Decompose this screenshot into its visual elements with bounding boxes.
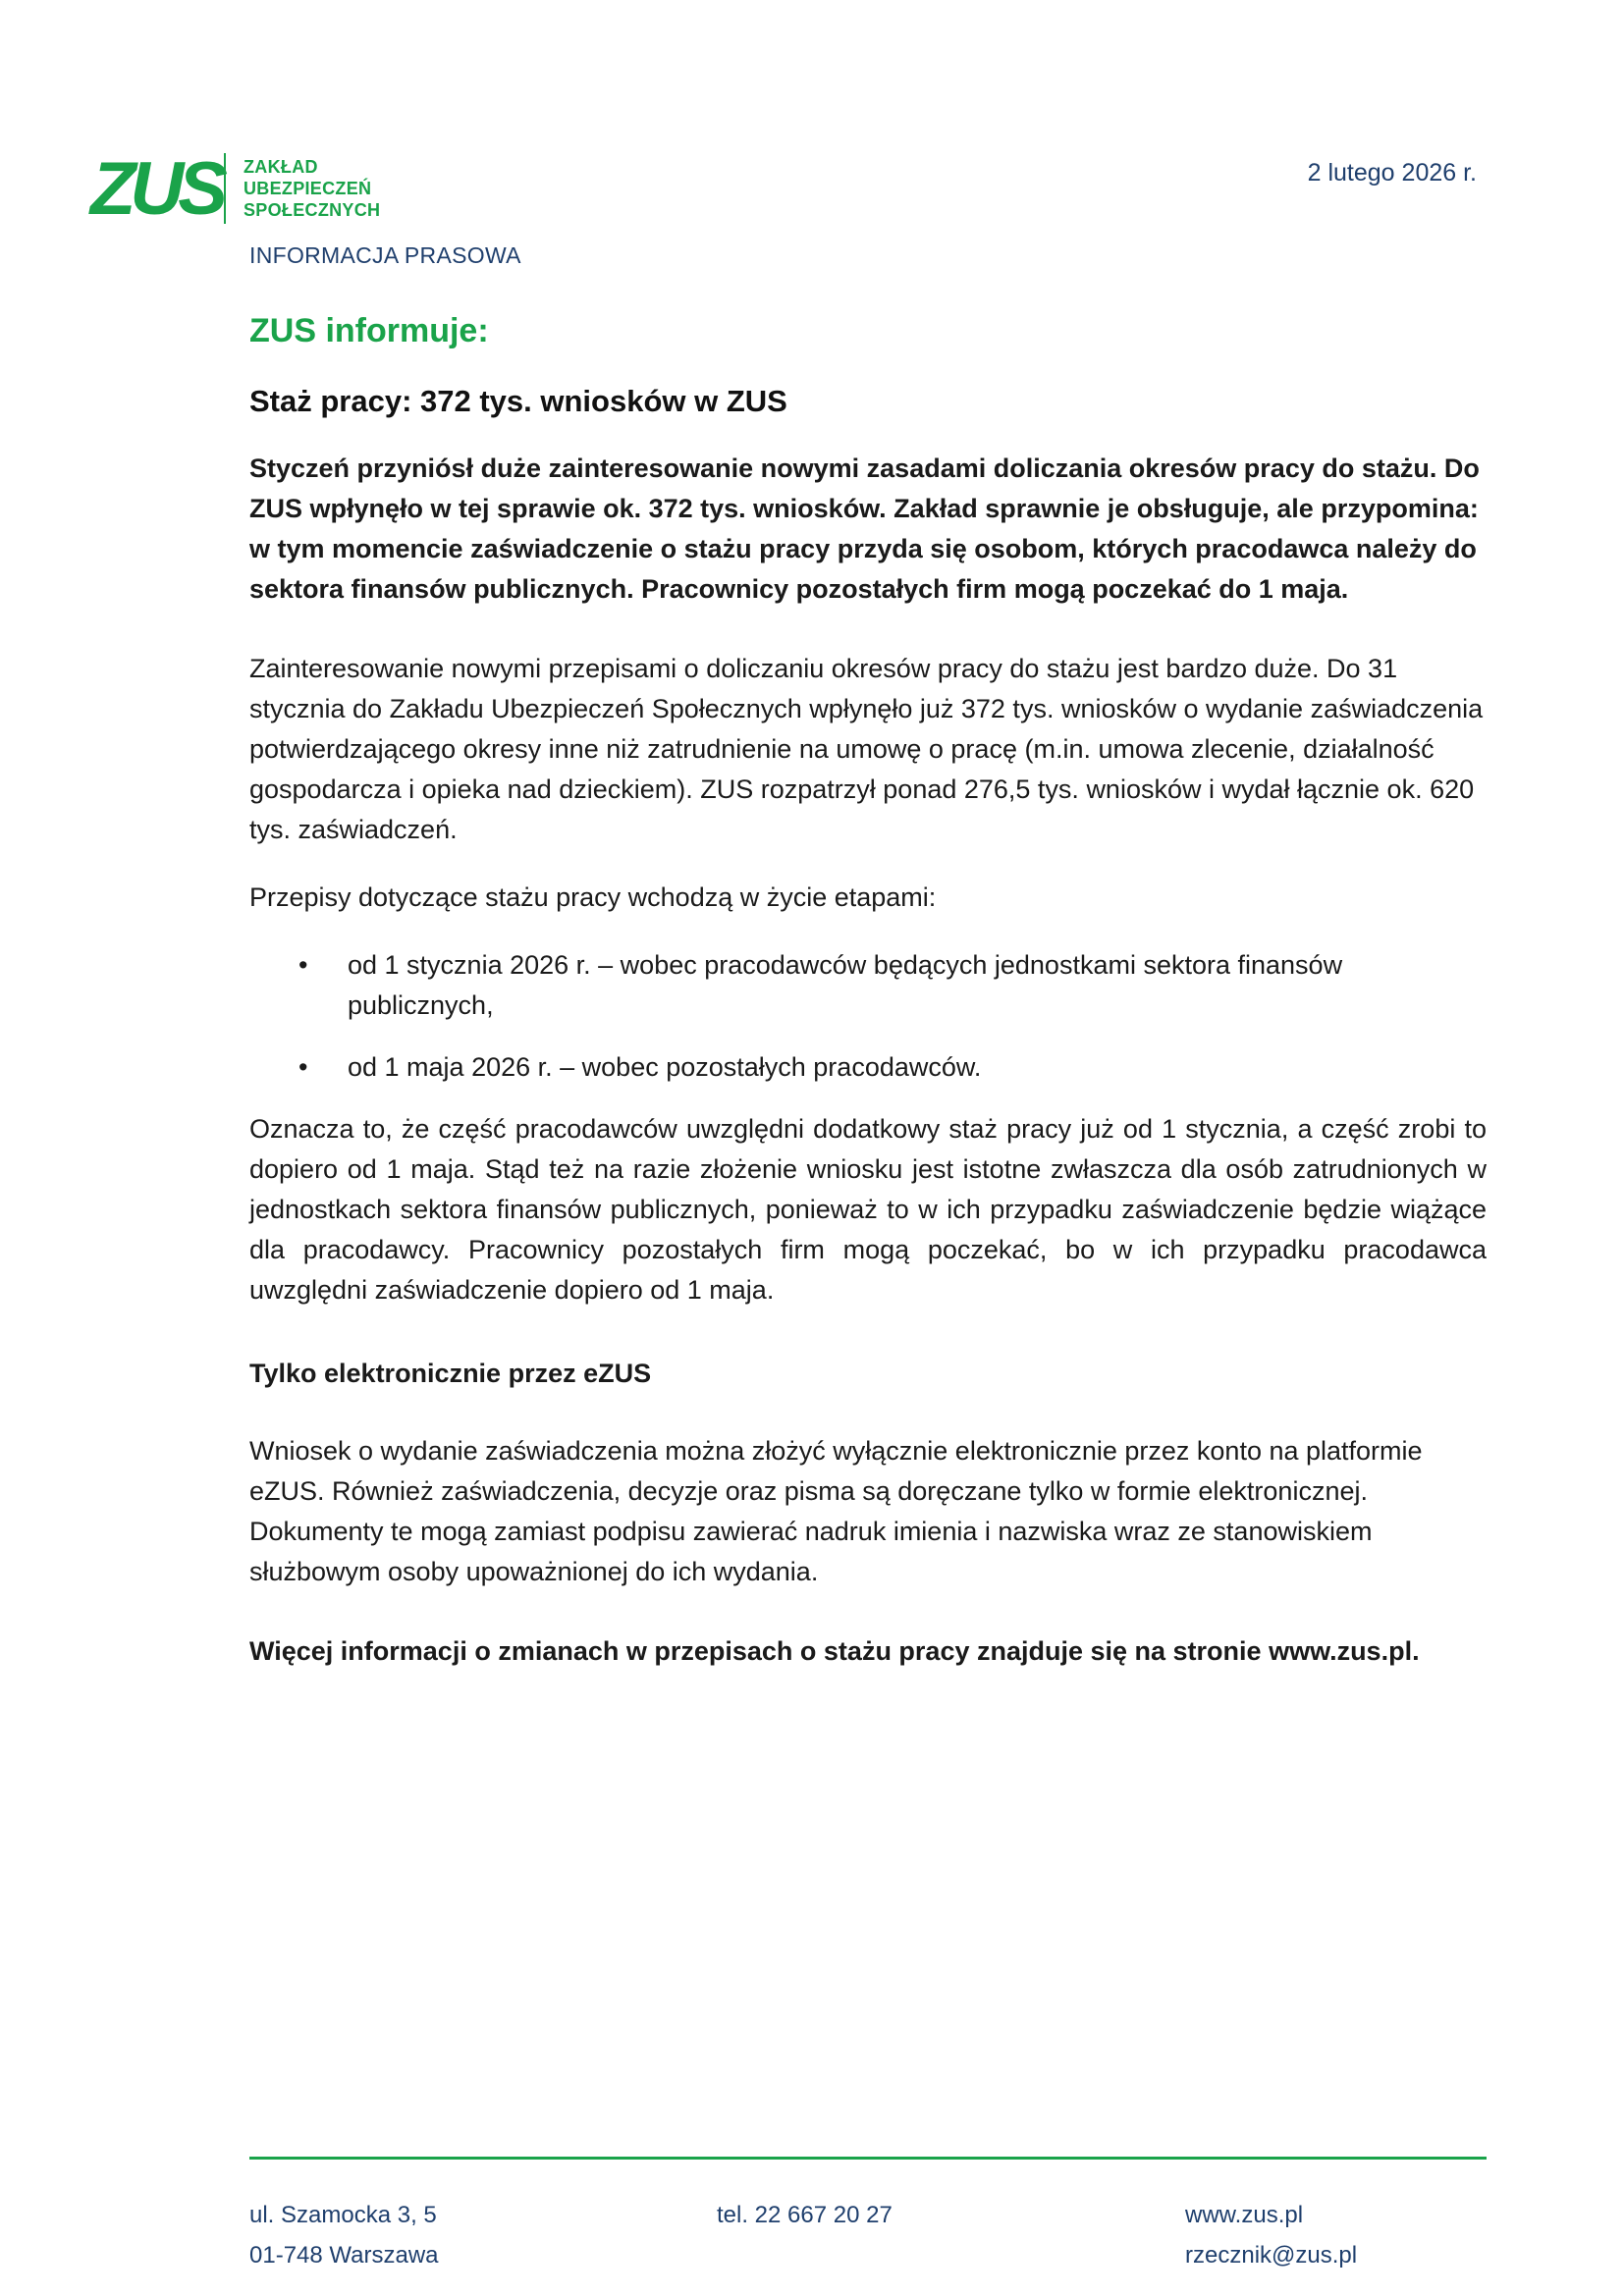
footer-address-line-2: 01-748 Warszawa	[249, 2242, 439, 2269]
svg-text:ZUS: ZUS	[90, 147, 222, 231]
bullet-icon: •	[298, 950, 308, 980]
logo-name-line-3: SPOŁECZNYCH	[244, 200, 381, 220]
logo-divider	[224, 153, 226, 224]
footer-contact	[1185, 2195, 1357, 2275]
footer-divider	[249, 2157, 1487, 2160]
paragraph-1: Zainteresowanie nowymi przepisami o doliczaniu okresów pracy do stażu jest bardzo duże. Do 31 stycznia do Zakładu Ubezpieczeń Społecznych wpłynęło już 372 tys. wniosków o wydanie zaświadczenia potwierdzającego okresy inne niż zatrudnienie na umowę o pracę (m.in. umowa zlecenie, działalność gospodarcza i opieka nad dzieckiem). ZUS rozpatrzył ponad 276,5 tys. wniosków i wydał łącznie ok. 620 tys. zaświadczeń.	[249, 654, 1484, 844]
kicker-heading: ZUS informuje:	[249, 312, 489, 349]
bullet-list	[249, 945, 1487, 1088]
paragraph-2: Przepisy dotyczące stażu pracy wchodzą w życie etapami:	[249, 882, 937, 912]
list-item	[298, 945, 1487, 1026]
footer-phone-number: tel. 22 667 20 27	[717, 2202, 893, 2228]
logo-name-line-2: UBEZPIECZEŃ	[244, 179, 372, 198]
list-item-text: od 1 stycznia 2026 r. – wobec pracodawców będących jednostkami sektora finansów publicznych,	[348, 950, 1343, 1020]
footer-address-line-1: ul. Szamocka 3, 5	[249, 2202, 437, 2228]
lead-paragraph: Styczeń przyniósł duże zainteresowanie nowymi zasadami doliczania okresów pracy do stażu. Do ZUS wpłynęło w tej sprawie ok. 372 tys. wniosków. Zakład sprawnie je obsługuje, ale przypomina: w tym momencie zaświadczenie o stażu pracy przyda się osobom, których pracodawca należy do sektora finansów publicznych. Pracownicy pozostałych firm mogą poczekać do 1 maja.	[249, 454, 1480, 604]
article-title: Staż pracy: 372 tys. wniosków w ZUS	[249, 384, 787, 418]
document-date: 2 lutego 2026 r.	[1307, 159, 1477, 187]
paragraph-3: Oznacza to, że część pracodawców uwzględni dodatkowy staż pracy już od 1 stycznia, a część zrobi to dopiero od 1 maja. Stąd też na razie złożenie wniosku jest istotne zwłaszcza dla osób zatrudnionych w jednostkach sektora finansów publicznych, ponieważ to w ich przypadku zaświadczenie będzie wiążące dla pracodawcy. Pracownicy pozostałych firm mogą poczekać, bo w ich przypadku pracodawca uwzględni zaświadczenie dopiero od 1 maja.	[249, 1114, 1487, 1305]
zus-logo	[90, 147, 381, 231]
zus-logo-mark	[90, 147, 222, 231]
logo-name	[244, 156, 380, 221]
footer-phone	[717, 2195, 893, 2235]
footer-email-link[interactable]: rzecznik@zus.pl	[1185, 2242, 1358, 2269]
footer-address	[249, 2195, 439, 2275]
closing-paragraph: Więcej informacji o zmianach w przepisach o stażu pracy znajduje się na stronie www.zus.pl.	[249, 1636, 1420, 1666]
list-item	[298, 1047, 1487, 1088]
press-release-label: INFORMACJA PRASOWA	[249, 242, 521, 268]
footer-website-link[interactable]: www.zus.pl	[1185, 2202, 1304, 2228]
logo-name-line-1: ZAKŁAD	[244, 157, 318, 177]
paragraph-4: Wniosek o wydanie zaświadczenia można złożyć wyłącznie elektronicznie przez konto na platformie eZUS. Również zaświadczenia, decyzje oraz pisma są doręczane tylko w formie elektronicznej. Dokumenty te mogą zamiast podpisu zawierać nadruk imienia i nazwiska wraz ze stanowiskiem służbowym osoby upoważnionej do ich wydania.	[249, 1436, 1423, 1586]
article-body	[249, 312, 1487, 1699]
section-heading-ezus: Tylko elektronicznie przez eZUS	[249, 1359, 652, 1388]
list-item-text: od 1 maja 2026 r. – wobec pozostałych pracodawców.	[348, 1052, 982, 1082]
bullet-icon: •	[298, 1052, 308, 1082]
